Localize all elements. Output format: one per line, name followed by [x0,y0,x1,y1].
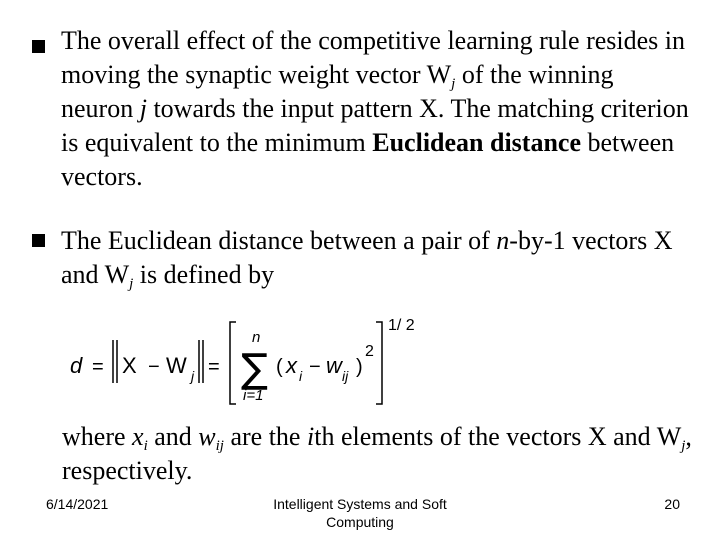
open-paren: ( [276,356,283,378]
italic-text: j [139,94,147,123]
bullet-marker-2 [32,234,45,247]
subscript-text: j [129,276,134,292]
formula-w-subscript: j [191,368,195,384]
formula-x-vector: X [122,353,137,378]
footer-title: Intelligent Systems and Soft Computing [273,496,447,530]
formula-minus-2: − [309,356,321,378]
formula-x-subscript: i [299,368,303,384]
half-power-exponent: 1/ 2 [388,317,415,334]
right-square-bracket [376,322,382,404]
text-run: are the [223,422,307,451]
text-run: and [147,422,199,451]
sigma-symbol: ∑ [241,346,268,392]
formula-minus: − [148,356,160,378]
text-run: The overall effect of the competitive learning rule resides in moving the synaptic weight vector W [61,26,685,89]
formula-w-element: w [326,353,342,378]
formula-equals-1: = [92,356,104,378]
text-run: , respectively. [62,422,692,485]
text-run: where [62,422,133,451]
sum-upper-limit: n [252,329,261,346]
left-square-bracket [230,322,236,404]
bullet-paragraph-1 [61,24,691,194]
bold-text: Euclidean distance [372,128,581,157]
formula-w-element-subscript: ij [342,368,349,384]
footer-date: 6/14/2021 [46,496,109,512]
subscript-text: j [451,76,456,92]
where-clause [62,420,702,488]
text-run: towards the input pattern X. The matching criterion is equivalent to the minimum [61,94,689,157]
square-exponent: 2 [365,343,374,360]
bullet-marker-1 [32,40,45,53]
text-run: between vectors. [61,128,675,191]
close-paren: ) [356,356,363,378]
footer-page-number: 20 [664,496,680,512]
text-run: th elements of the vectors X and W [314,422,682,451]
subscript-text: i [143,438,148,454]
italic-text: i [306,422,315,451]
italic-text: n [496,226,510,255]
text-run: -by-1 vectors X and W [61,226,673,289]
text-run: of the winning neuron [61,60,614,123]
euclidean-distance-formula [60,310,420,410]
bullet-paragraph-2 [61,224,691,292]
subscript-text: ij [215,438,224,454]
formula-x-element: x [286,353,297,378]
subscript-text: j [681,438,686,454]
formula-equals-2: = [208,356,220,378]
formula-d: d [70,353,83,378]
text-run: is defined by [133,260,275,289]
italic-text: w [198,422,216,451]
text-run: The Euclidean distance between a pair of [61,226,497,255]
italic-text: x [132,422,144,451]
formula-w-vector: W [166,353,187,378]
sum-lower-limit: i=1 [243,387,264,404]
